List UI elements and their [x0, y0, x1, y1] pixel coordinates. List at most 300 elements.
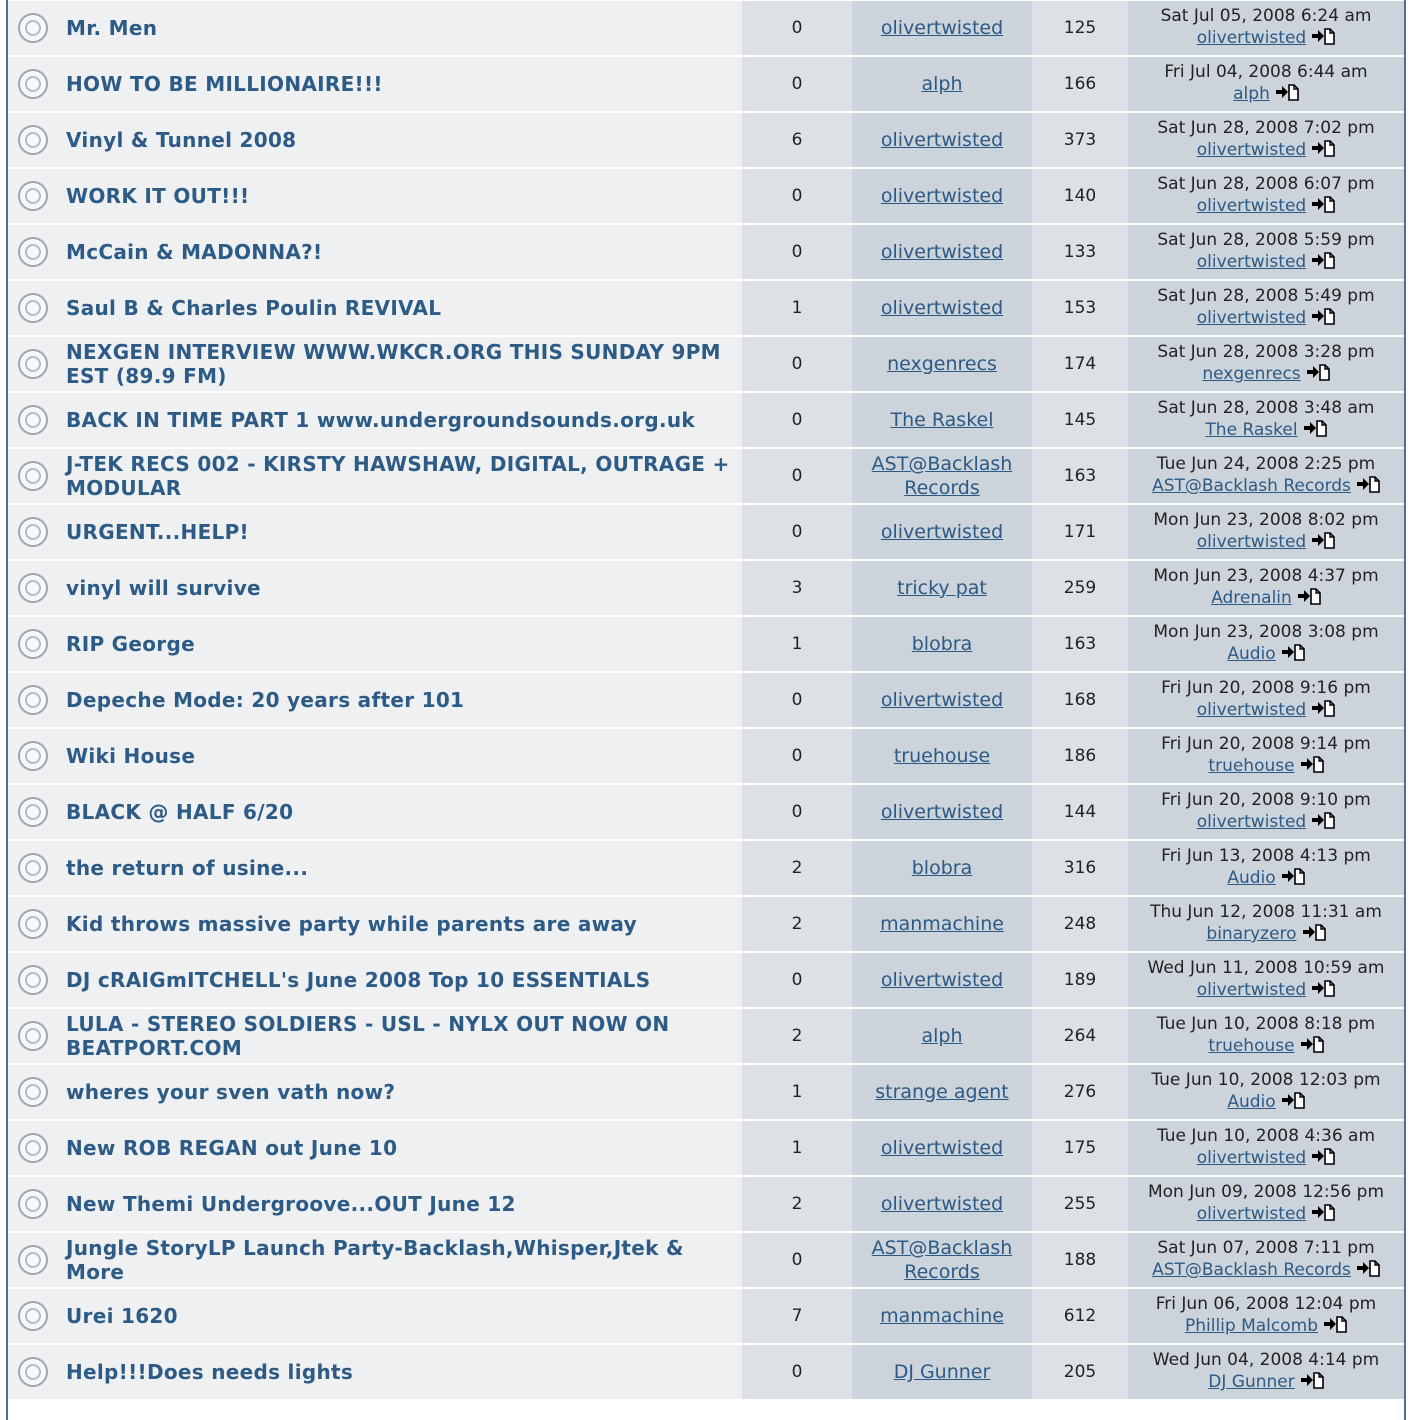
topic-title-link[interactable]: Help!!!Does needs lights — [66, 1360, 354, 1384]
topic-author-cell — [852, 785, 1032, 839]
topic-title-link[interactable]: New ROB REGAN out June 10 — [66, 1136, 398, 1160]
topic-author-cell — [852, 281, 1032, 335]
topic-author-cell — [852, 449, 1032, 503]
last-post-cell — [1128, 1, 1404, 55]
topic-status-cell — [8, 953, 58, 1007]
topic-title-link[interactable]: the return of usine... — [66, 856, 309, 880]
topic-title-link[interactable]: Wiki House — [66, 744, 196, 768]
last-post-user-link[interactable]: olivertwisted — [1196, 1148, 1307, 1168]
topic-status-cell — [8, 561, 58, 615]
last-post-cell — [1128, 673, 1404, 727]
topic-replies: 0 — [742, 57, 852, 111]
topic-row — [8, 841, 1404, 895]
view-latest-post-icon[interactable] — [1311, 195, 1335, 219]
topic-author-link[interactable]: olivertwisted — [880, 297, 1004, 319]
topic-author-link[interactable]: olivertwisted — [880, 17, 1004, 39]
last-post-cell — [1128, 225, 1404, 279]
last-post-date: Tue Jun 10, 2008 12:03 pm — [1151, 1070, 1381, 1090]
topic-author-link[interactable]: olivertwisted — [880, 801, 1004, 823]
topic-views: 171 — [1032, 505, 1128, 559]
topic-status-cell — [8, 225, 58, 279]
topic-views: 153 — [1032, 281, 1128, 335]
topic-author-link[interactable]: olivertwisted — [880, 129, 1004, 151]
last-post-cell — [1128, 561, 1404, 615]
folder-icon — [18, 13, 48, 43]
view-latest-post-icon[interactable] — [1311, 531, 1335, 555]
topic-replies: 0 — [742, 673, 852, 727]
last-post-user-link[interactable]: Audio — [1227, 1092, 1276, 1112]
last-post-user-link[interactable]: olivertwisted — [1196, 308, 1307, 328]
topic-views: 255 — [1032, 1177, 1128, 1231]
last-post-user-link[interactable]: olivertwisted — [1196, 700, 1307, 720]
last-post-user-link[interactable]: AST@Backlash Records — [1152, 476, 1351, 496]
topic-author-cell — [852, 673, 1032, 727]
topic-status-cell — [8, 785, 58, 839]
topic-row — [8, 169, 1404, 223]
folder-icon — [18, 741, 48, 771]
last-post-user-link[interactable]: olivertwisted — [1196, 252, 1307, 272]
last-post-cell — [1128, 841, 1404, 895]
topic-row — [8, 1009, 1404, 1063]
topic-replies: 0 — [742, 1233, 852, 1287]
last-post-user-link[interactable]: truehouse — [1208, 756, 1295, 776]
topic-title-cell — [58, 113, 742, 167]
topic-status-cell — [8, 1121, 58, 1175]
view-latest-post-icon[interactable] — [1311, 979, 1335, 1003]
topic-views: 264 — [1032, 1009, 1128, 1063]
view-latest-post-icon[interactable] — [1281, 867, 1305, 891]
last-post-date: Mon Jun 23, 2008 4:37 pm — [1153, 566, 1379, 586]
last-post-date: Sat Jun 28, 2008 5:59 pm — [1157, 230, 1375, 250]
last-post-date: Fri Jun 20, 2008 9:14 pm — [1161, 734, 1371, 754]
last-post-user-link[interactable]: olivertwisted — [1196, 1204, 1307, 1224]
topic-row — [8, 617, 1404, 671]
last-post-cell — [1128, 785, 1404, 839]
topic-status-cell — [8, 729, 58, 783]
topic-title-cell — [58, 505, 742, 559]
topic-status-cell — [8, 1, 58, 55]
topic-replies: 1 — [742, 281, 852, 335]
topic-author-link[interactable]: AST@Backlash Records — [871, 453, 1013, 499]
topic-replies: 0 — [742, 785, 852, 839]
topic-views: 259 — [1032, 561, 1128, 615]
last-post-user-link[interactable]: olivertwisted — [1196, 140, 1307, 160]
topic-author-link[interactable]: truehouse — [893, 745, 991, 767]
topic-author-cell — [852, 1009, 1032, 1063]
topic-author-link[interactable]: alph — [921, 73, 963, 95]
topic-row — [8, 281, 1404, 335]
topic-row — [8, 337, 1404, 391]
topic-author-cell — [852, 1065, 1032, 1119]
topic-author-link[interactable]: olivertwisted — [880, 1193, 1004, 1215]
view-latest-post-icon[interactable] — [1356, 475, 1380, 499]
last-post-cell — [1128, 617, 1404, 671]
topic-replies: 0 — [742, 225, 852, 279]
topic-title-link[interactable]: DJ cRAIGmITCHELL's June 2008 Top 10 ESSENTIALS — [66, 968, 651, 992]
topic-row — [8, 1, 1404, 55]
folder-icon — [18, 797, 48, 827]
last-post-date: Mon Jun 23, 2008 3:08 pm — [1153, 622, 1379, 642]
topic-status-cell — [8, 393, 58, 447]
folder-icon — [18, 853, 48, 883]
last-post-date: Fri Jun 06, 2008 12:04 pm — [1155, 1294, 1377, 1314]
last-post-user-link[interactable]: olivertwisted — [1196, 28, 1307, 48]
topic-title-cell — [58, 729, 742, 783]
topic-replies: 2 — [742, 841, 852, 895]
topic-row — [8, 673, 1404, 727]
topic-replies: 2 — [742, 1009, 852, 1063]
topic-title-cell — [58, 841, 742, 895]
topic-title-link[interactable]: New Themi Undergroove...OUT June 12 — [66, 1192, 516, 1216]
topic-author-cell — [852, 225, 1032, 279]
topic-status-cell — [8, 1177, 58, 1231]
view-latest-post-icon[interactable] — [1311, 27, 1335, 51]
last-post-user-link[interactable]: Phillip Malcomb — [1184, 1316, 1319, 1336]
topic-title-cell — [58, 1009, 742, 1063]
topic-title-cell — [58, 1289, 742, 1343]
last-post-user-link[interactable]: olivertwisted — [1196, 812, 1307, 832]
topic-row — [8, 1289, 1404, 1343]
topic-title-link[interactable]: vinyl will survive — [66, 576, 261, 600]
topic-row — [8, 1065, 1404, 1119]
topic-replies: 0 — [742, 1, 852, 55]
view-latest-post-icon[interactable] — [1311, 139, 1335, 163]
last-post-cell — [1128, 1289, 1404, 1343]
topic-title-link[interactable]: BLACK @ HALF 6/20 — [66, 800, 294, 824]
topic-title-link[interactable]: BACK IN TIME PART 1 www.undergroundsounds.org.uk — [66, 408, 695, 432]
last-post-cell — [1128, 953, 1404, 1007]
topic-title-cell — [58, 169, 742, 223]
topic-replies: 6 — [742, 113, 852, 167]
topic-title-link[interactable]: wheres your sven vath now? — [66, 1080, 396, 1104]
topic-author-link[interactable]: olivertwisted — [880, 689, 1004, 711]
topic-title-link[interactable]: Vinyl & Tunnel 2008 — [66, 128, 297, 152]
topic-author-cell — [852, 505, 1032, 559]
topic-replies: 0 — [742, 169, 852, 223]
topic-title-link[interactable]: LULA - STEREO SOLDIERS - USL - NYLX OUT NOW ON BEATPORT.COM — [66, 1012, 670, 1060]
folder-icon — [18, 1357, 48, 1387]
topic-status-cell — [8, 281, 58, 335]
topic-title-cell — [58, 673, 742, 727]
view-latest-post-icon[interactable] — [1311, 307, 1335, 331]
last-post-cell — [1128, 281, 1404, 335]
topic-status-cell — [8, 449, 58, 503]
last-post-date: Sat Jun 28, 2008 3:48 am — [1157, 398, 1375, 418]
last-post-date: Mon Jun 23, 2008 8:02 pm — [1153, 510, 1379, 530]
last-post-cell — [1128, 169, 1404, 223]
topic-author-link[interactable]: olivertwisted — [880, 1137, 1004, 1159]
folder-icon — [18, 1189, 48, 1219]
topic-author-link[interactable]: blobra — [911, 633, 973, 655]
topic-title-cell — [58, 561, 742, 615]
topic-author-cell — [852, 1233, 1032, 1287]
last-post-user-link[interactable]: nexgenrecs — [1202, 364, 1301, 384]
last-post-cell — [1128, 1121, 1404, 1175]
folder-icon — [18, 349, 48, 379]
topic-row — [8, 449, 1404, 503]
topic-author-link[interactable]: manmachine — [880, 1305, 1004, 1327]
topic-table-body — [8, 1, 1404, 1399]
folder-icon — [18, 405, 48, 435]
view-latest-post-icon[interactable] — [1306, 363, 1330, 387]
topic-title-cell — [58, 1177, 742, 1231]
topic-title-link[interactable]: NEXGEN INTERVIEW WWW.WKCR.ORG THIS SUNDAY 9PM EST (89.9 FM) — [66, 340, 721, 388]
topic-row — [8, 1233, 1404, 1287]
topic-author-cell — [852, 1177, 1032, 1231]
topic-replies: 0 — [742, 505, 852, 559]
view-latest-post-icon[interactable] — [1281, 1091, 1305, 1115]
topic-title-link[interactable]: Urei 1620 — [66, 1304, 178, 1328]
folder-icon — [18, 1301, 48, 1331]
topic-title-link[interactable]: RIP George — [66, 632, 195, 656]
topic-replies: 0 — [742, 953, 852, 1007]
last-post-cell — [1128, 113, 1404, 167]
topic-views: 248 — [1032, 897, 1128, 951]
topic-author-link[interactable]: AST@Backlash Records — [871, 1237, 1013, 1283]
topic-views: 144 — [1032, 785, 1128, 839]
last-post-user-link[interactable]: The Raskel — [1205, 420, 1298, 440]
last-post-date: Sat Jun 28, 2008 3:28 pm — [1157, 342, 1375, 362]
last-post-user-link[interactable]: truehouse — [1208, 1036, 1295, 1056]
topic-status-cell — [8, 113, 58, 167]
topic-status-cell — [8, 57, 58, 111]
view-latest-post-icon[interactable] — [1281, 643, 1305, 667]
topic-row — [8, 393, 1404, 447]
topic-author-cell — [852, 1289, 1032, 1343]
last-post-cell — [1128, 897, 1404, 951]
topic-author-link[interactable]: tricky pat — [897, 577, 987, 599]
topic-status-cell — [8, 505, 58, 559]
topic-author-link[interactable]: olivertwisted — [880, 185, 1004, 207]
last-post-user-link[interactable]: olivertwisted — [1196, 980, 1307, 1000]
topic-author-cell — [852, 1121, 1032, 1175]
topic-views: 125 — [1032, 1, 1128, 55]
topic-author-cell — [852, 1, 1032, 55]
last-post-user-link[interactable]: DJ Gunner — [1208, 1372, 1295, 1392]
folder-icon — [18, 573, 48, 603]
topic-views: 276 — [1032, 1065, 1128, 1119]
topic-author-link[interactable]: blobra — [911, 857, 973, 879]
folder-icon — [18, 629, 48, 659]
topic-author-link[interactable]: alph — [921, 1025, 963, 1047]
view-latest-post-icon[interactable] — [1323, 1315, 1347, 1339]
last-post-date: Wed Jun 04, 2008 4:14 pm — [1152, 1350, 1380, 1370]
topic-author-link[interactable]: olivertwisted — [880, 969, 1004, 991]
topic-author-cell — [852, 169, 1032, 223]
topic-title-link[interactable]: Jungle StoryLP Launch Party-Backlash,Whisper,Jtek & More — [66, 1236, 684, 1284]
topic-status-cell — [8, 897, 58, 951]
topic-views: 612 — [1032, 1289, 1128, 1343]
last-post-cell — [1128, 1009, 1404, 1063]
topic-title-cell — [58, 617, 742, 671]
view-latest-post-icon[interactable] — [1275, 83, 1299, 107]
topic-views: 133 — [1032, 225, 1128, 279]
topic-row — [8, 1177, 1404, 1231]
topic-replies: 1 — [742, 617, 852, 671]
topic-author-link[interactable]: strange agent — [875, 1081, 1009, 1103]
topic-title-cell — [58, 1121, 742, 1175]
last-post-user-link[interactable]: binaryzero — [1206, 924, 1297, 944]
last-post-cell — [1128, 1065, 1404, 1119]
topic-replies: 3 — [742, 561, 852, 615]
topic-views: 140 — [1032, 169, 1128, 223]
folder-icon — [18, 517, 48, 547]
topic-author-link[interactable]: DJ Gunner — [893, 1361, 991, 1383]
topic-views: 205 — [1032, 1345, 1128, 1399]
last-post-cell — [1128, 449, 1404, 503]
topic-status-cell — [8, 1233, 58, 1287]
topic-author-link[interactable]: manmachine — [880, 913, 1004, 935]
last-post-user-link[interactable]: olivertwisted — [1196, 196, 1307, 216]
topic-row — [8, 897, 1404, 951]
topic-title-cell — [58, 1345, 742, 1399]
folder-icon — [18, 965, 48, 995]
folder-icon — [18, 1021, 48, 1051]
last-post-date: Sat Jun 28, 2008 7:02 pm — [1157, 118, 1375, 138]
last-post-user-link[interactable]: olivertwisted — [1196, 532, 1307, 552]
topic-title-cell — [58, 225, 742, 279]
topic-author-cell — [852, 1345, 1032, 1399]
topic-author-link[interactable]: nexgenrecs — [887, 353, 997, 375]
topic-row — [8, 561, 1404, 615]
topic-views: 188 — [1032, 1233, 1128, 1287]
topic-replies: 0 — [742, 393, 852, 447]
view-latest-post-icon[interactable] — [1311, 699, 1335, 723]
folder-icon — [18, 1133, 48, 1163]
topic-status-cell — [8, 1289, 58, 1343]
last-post-date: Wed Jun 11, 2008 10:59 am — [1147, 958, 1385, 978]
topic-author-cell — [852, 841, 1032, 895]
topic-row — [8, 505, 1404, 559]
folder-icon — [18, 125, 48, 155]
view-latest-post-icon[interactable] — [1302, 923, 1326, 947]
topic-author-link[interactable]: olivertwisted — [880, 521, 1004, 543]
topic-title-cell — [58, 1233, 742, 1287]
topic-title-cell — [58, 57, 742, 111]
topic-views: 373 — [1032, 113, 1128, 167]
topic-row — [8, 113, 1404, 167]
last-post-date: Tue Jun 10, 2008 4:36 am — [1156, 1126, 1376, 1146]
last-post-user-link[interactable]: Audio — [1227, 644, 1276, 664]
view-latest-post-icon[interactable] — [1303, 419, 1327, 443]
topic-title-link[interactable]: Saul B & Charles Poulin REVIVAL — [66, 296, 442, 320]
topic-views: 316 — [1032, 841, 1128, 895]
last-post-date: Fri Jun 20, 2008 9:10 pm — [1161, 790, 1371, 810]
topic-replies: 2 — [742, 1177, 852, 1231]
last-post-date: Tue Jun 10, 2008 8:18 pm — [1156, 1014, 1376, 1034]
last-post-user-link[interactable]: alph — [1233, 84, 1270, 104]
topic-title-link[interactable]: Mr. Men — [66, 16, 158, 40]
topic-row — [8, 225, 1404, 279]
view-latest-post-icon[interactable] — [1297, 587, 1321, 611]
view-latest-post-icon[interactable] — [1311, 251, 1335, 275]
topic-title-link[interactable]: Depeche Mode: 20 years after 101 — [66, 688, 465, 712]
topic-author-cell — [852, 897, 1032, 951]
topic-replies: 0 — [742, 1345, 852, 1399]
topic-author-link[interactable]: olivertwisted — [880, 241, 1004, 263]
topic-author-cell — [852, 113, 1032, 167]
topic-author-cell — [852, 337, 1032, 391]
view-latest-post-icon[interactable] — [1300, 1035, 1324, 1059]
folder-icon — [18, 237, 48, 267]
topic-title-link[interactable]: Kid throws massive party while parents are away — [66, 912, 637, 936]
topic-title-cell — [58, 785, 742, 839]
folder-icon — [18, 685, 48, 715]
topic-replies: 1 — [742, 1065, 852, 1119]
view-latest-post-icon[interactable] — [1300, 755, 1324, 779]
view-latest-post-icon[interactable] — [1311, 1147, 1335, 1171]
last-post-date: Tue Jun 24, 2008 2:25 pm — [1156, 454, 1376, 474]
topic-row — [8, 729, 1404, 783]
topic-author-link[interactable]: The Raskel — [890, 409, 994, 431]
topic-author-cell — [852, 561, 1032, 615]
topic-row — [8, 1121, 1404, 1175]
view-latest-post-icon[interactable] — [1311, 1203, 1335, 1227]
last-post-user-link[interactable]: Audio — [1227, 868, 1276, 888]
topic-title-link[interactable]: URGENT...HELP! — [66, 520, 249, 544]
topic-status-cell — [8, 169, 58, 223]
topic-views: 163 — [1032, 617, 1128, 671]
folder-icon — [18, 1077, 48, 1107]
topic-list — [6, 0, 1406, 1420]
last-post-date: Fri Jun 20, 2008 9:16 pm — [1161, 678, 1371, 698]
folder-icon — [18, 909, 48, 939]
folder-icon — [18, 1245, 48, 1275]
topic-views: 145 — [1032, 393, 1128, 447]
topic-row — [8, 785, 1404, 839]
last-post-date: Sat Jul 05, 2008 6:24 am — [1160, 6, 1372, 26]
topic-views: 166 — [1032, 57, 1128, 111]
last-post-cell — [1128, 1345, 1404, 1399]
last-post-date: Thu Jun 12, 2008 11:31 am — [1150, 902, 1382, 922]
topic-views: 163 — [1032, 449, 1128, 503]
topic-row — [8, 953, 1404, 1007]
last-post-cell — [1128, 57, 1404, 111]
topic-title-link[interactable]: J-TEK RECS 002 - KIRSTY HAWSHAW, DIGITAL, OUTRAGE + MODULAR — [66, 452, 730, 500]
topic-title-link[interactable]: HOW TO BE MILLIONAIRE!!! — [66, 72, 383, 96]
topic-replies: 0 — [742, 449, 852, 503]
topic-replies: 2 — [742, 897, 852, 951]
topic-replies: 0 — [742, 729, 852, 783]
folder-icon — [18, 181, 48, 211]
last-post-date: Fri Jun 13, 2008 4:13 pm — [1161, 846, 1371, 866]
topic-status-cell — [8, 1009, 58, 1063]
topic-title-cell — [58, 1, 742, 55]
topic-author-cell — [852, 953, 1032, 1007]
topic-status-cell — [8, 1345, 58, 1399]
topic-title-link[interactable]: McCain & MADONNA?! — [66, 240, 323, 264]
topic-views: 175 — [1032, 1121, 1128, 1175]
topic-author-cell — [852, 729, 1032, 783]
last-post-date: Sat Jun 28, 2008 6:07 pm — [1157, 174, 1375, 194]
last-post-cell — [1128, 1233, 1404, 1287]
view-latest-post-icon[interactable] — [1300, 1371, 1324, 1395]
topic-title-cell — [58, 897, 742, 951]
topic-title-link[interactable]: WORK IT OUT!!! — [66, 184, 250, 208]
last-post-cell — [1128, 505, 1404, 559]
topic-replies: 0 — [742, 337, 852, 391]
topic-views: 168 — [1032, 673, 1128, 727]
last-post-date: Mon Jun 09, 2008 12:56 pm — [1147, 1182, 1385, 1202]
topic-title-cell — [58, 1065, 742, 1119]
last-post-user-link[interactable]: AST@Backlash Records — [1152, 1260, 1351, 1280]
last-post-user-link[interactable]: Adrenalin — [1211, 588, 1292, 608]
topic-views: 189 — [1032, 953, 1128, 1007]
folder-icon — [18, 69, 48, 99]
view-latest-post-icon[interactable] — [1356, 1259, 1380, 1283]
last-post-cell — [1128, 729, 1404, 783]
view-latest-post-icon[interactable] — [1311, 811, 1335, 835]
